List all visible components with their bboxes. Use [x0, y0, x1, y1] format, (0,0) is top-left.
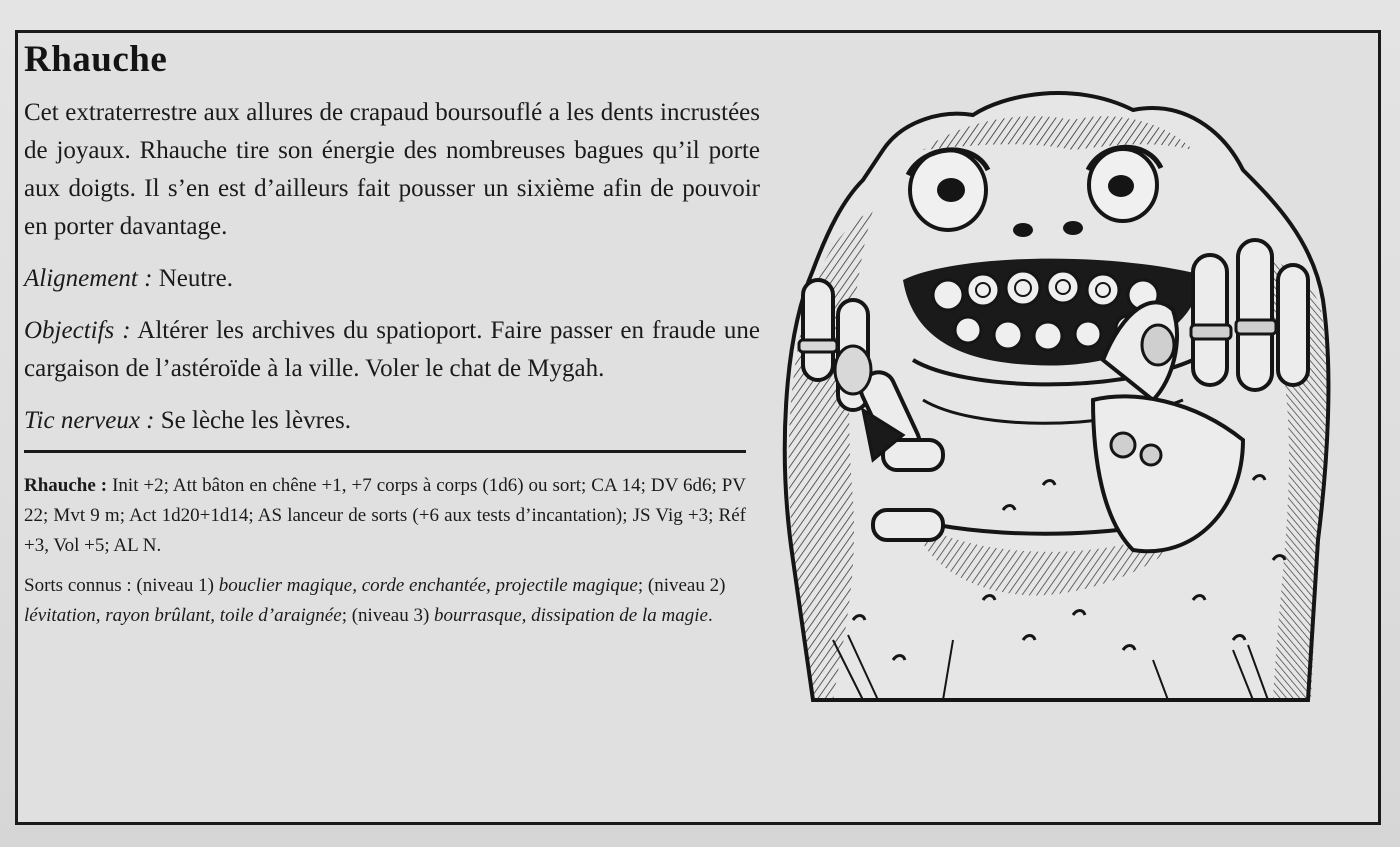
stat-line — [24, 471, 746, 561]
toad-alien-illustration — [773, 40, 1333, 720]
tic-label: Tic nerveux : — [24, 407, 155, 434]
alignment-line — [24, 260, 760, 298]
text-column — [24, 36, 760, 631]
section-divider — [24, 450, 746, 453]
alignment-label: Alignement : — [24, 265, 153, 292]
spells-level1: bouclier magique, corde enchantée, projectile magique — [218, 575, 638, 596]
spells-prefix: Sorts connus : (niveau 1) — [24, 575, 219, 596]
objectives-label: Objectifs : — [24, 317, 131, 344]
spells-line — [24, 571, 746, 631]
spells-level2: lévitation, rayon brûlant, toile d’araignée — [24, 605, 342, 626]
creature-description: Cet extraterrestre aux allures de crapaud boursouflé a les dents incrustées de joyaux. Rhauche tire son énergie des nombreuses bagues qu’il porte aux doigts. Il s’en est d’ailleurs fait pousser un sixième afin de pouvoir en porter davantage. — [24, 99, 760, 240]
objectives-line — [24, 312, 760, 388]
spells-level3: bourrasque, dissipation de la magie — [434, 605, 708, 626]
stat-name: Rhauche : — [24, 475, 108, 496]
tic-value: Se lèche les lèvres. — [154, 407, 351, 434]
spells-end: . — [707, 605, 713, 626]
alignment-value: Neutre. — [152, 265, 233, 292]
stat-text: Init +2; Att bâton en chêne +1, +7 corps à corps (1d6) ou sort; CA 14; DV 6d6; PV 22; Mvt 9 m; Act 1d20+1d14; AS lanceur de sorts (+6 aux tests d’incantation); JS Vig +3; Réf +3, Vol +5; AL N. — [24, 475, 746, 556]
objectives-value: Altérer les archives du spatioport. Faire passer en fraude une cargaison de l’astéroïde à la ville. Voler le chat de Mygah. — [24, 317, 760, 382]
spells-sep2: ; (niveau 3) — [341, 605, 435, 626]
spells-sep1: ; (niveau 2) — [637, 575, 726, 596]
creature-title: Rhauche — [24, 39, 168, 80]
tic-line — [24, 402, 760, 440]
